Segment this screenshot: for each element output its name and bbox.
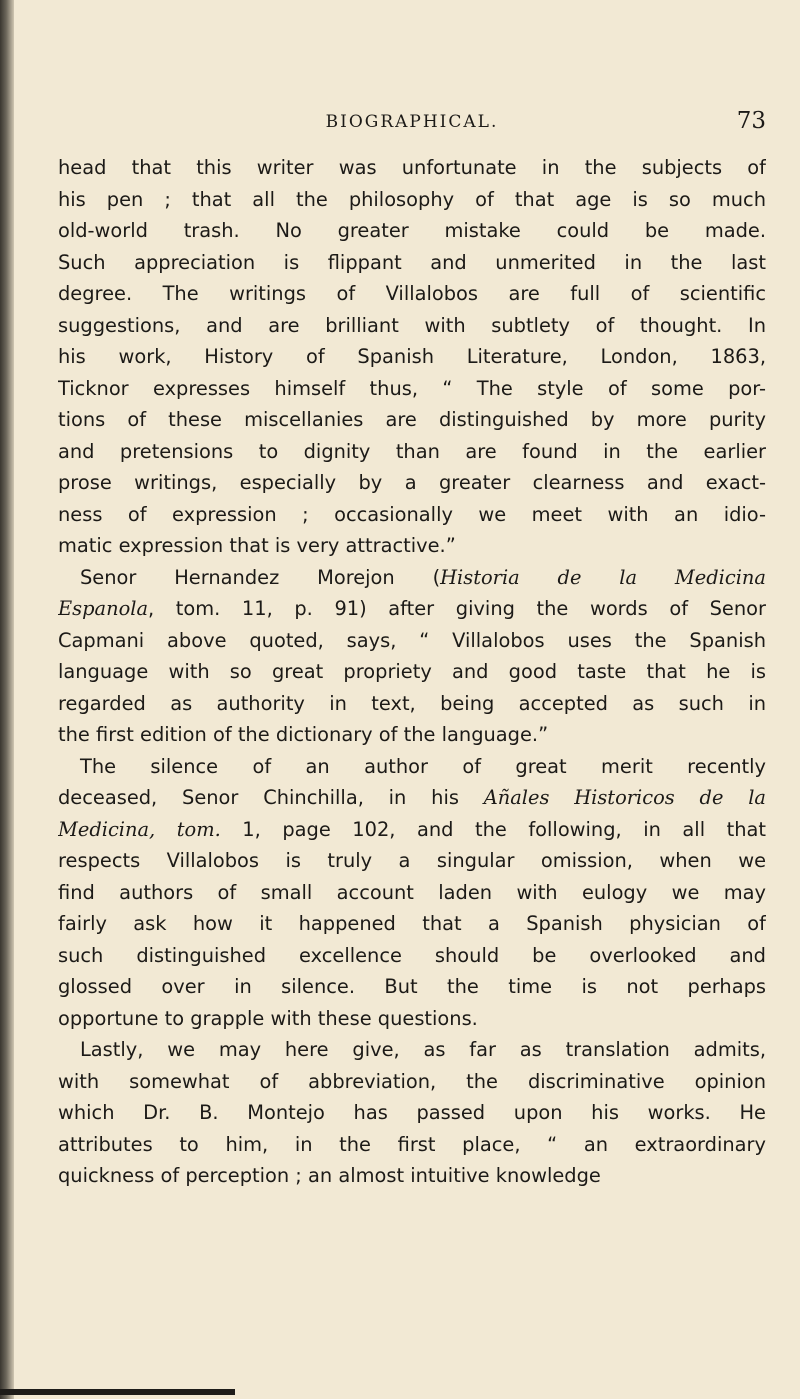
text-segment: the first edition of the dictionary of the language.” xyxy=(58,723,549,746)
text-segment: The silence of an author of great merit recently xyxy=(80,754,766,778)
text-line xyxy=(58,719,766,751)
text-segment: and pretensions to dignity than are found in the earlier xyxy=(58,439,766,463)
italic-title: Añales Historicos de la xyxy=(483,786,766,809)
text-line xyxy=(58,656,766,688)
text-line xyxy=(58,908,766,940)
text-segment: his pen ; that all the philosophy of that age is so much xyxy=(58,187,766,211)
text-line xyxy=(58,373,766,405)
text-line xyxy=(58,152,766,184)
text-segment: such distinguished excellence should be overlooked and xyxy=(58,943,766,967)
text-line xyxy=(58,1034,766,1066)
text-segment: degree. The writings of Villalobos are full of scientific xyxy=(58,282,766,305)
text-line xyxy=(58,877,766,909)
text-segment: respects Villalobos is truly a singular omission, when we xyxy=(58,849,766,872)
text-segment: quickness of perception ; an almost intuitive knowledge xyxy=(58,1164,601,1187)
text-line xyxy=(58,1066,766,1098)
text-line xyxy=(58,215,766,247)
text-line xyxy=(58,341,766,373)
page-number: 73 xyxy=(736,108,766,134)
text-line xyxy=(58,845,766,877)
text-segment: old-world trash. No greater mistake could be made. xyxy=(58,219,766,242)
text-line xyxy=(58,971,766,1003)
text-line xyxy=(58,1160,766,1192)
body-text xyxy=(58,152,766,1192)
text-segment: prose writings, especially by a greater clearness and exact- xyxy=(58,471,766,494)
text-line xyxy=(58,1129,766,1161)
text-line xyxy=(58,530,766,562)
text-segment: ness of expression ; occasionally we meet with an idio- xyxy=(58,502,766,526)
bottom-rule xyxy=(0,1389,235,1395)
text-line xyxy=(58,310,766,342)
text-segment: which Dr. B. Montejo has passed upon his works. He xyxy=(58,1101,766,1124)
text-segment: opportune to grapple with these questions. xyxy=(58,1006,478,1030)
text-segment: suggestions, and are brilliant with subtlety of thought. In xyxy=(58,313,766,337)
running-head: BIOGRAPHICAL. xyxy=(325,112,499,132)
italic-title: Historia de la Medicina xyxy=(440,565,766,589)
text-segment: Capmani above quoted, says, “ Villalobos uses the Spanish xyxy=(58,628,766,652)
text-line xyxy=(58,625,766,657)
text-segment: , tom. 11, p. 91) after giving the words of Senor xyxy=(148,597,766,620)
text-line xyxy=(58,782,766,814)
text-line xyxy=(58,436,766,468)
text-segment: his work, History of Spanish Literature, London, 1863, xyxy=(58,345,766,368)
page-binding-edge xyxy=(0,0,14,1399)
page-header xyxy=(58,108,766,142)
italic-title: Medicina, tom. xyxy=(58,817,221,841)
text-line xyxy=(58,467,766,499)
text-line xyxy=(58,499,766,531)
text-line xyxy=(58,1097,766,1129)
text-segment: Senor Hernandez Morejon ( xyxy=(80,565,441,589)
text-segment: find authors of small account laden with eulogy we may xyxy=(58,880,766,904)
text-segment: head that this writer was unfortunate in the subjects of xyxy=(58,156,766,179)
italic-title: Espanola xyxy=(58,597,149,620)
text-line xyxy=(58,247,766,279)
text-line xyxy=(58,593,766,625)
text-line xyxy=(58,562,766,594)
text-segment: Lastly, we may here give, as far as translation admits, xyxy=(80,1038,766,1061)
text-segment: Ticknor expresses himself thus, “ The style of some por- xyxy=(58,376,766,400)
text-line xyxy=(58,688,766,720)
text-line xyxy=(58,814,766,846)
text-line xyxy=(58,1003,766,1035)
text-line xyxy=(58,751,766,783)
text-segment: Such appreciation is flippant and unmerited in the last xyxy=(58,250,766,274)
text-segment: tions of these miscellanies are distinguished by more purity xyxy=(58,408,766,431)
text-line xyxy=(58,278,766,310)
text-line xyxy=(58,940,766,972)
text-line xyxy=(58,404,766,436)
text-line xyxy=(58,184,766,216)
text-segment: regarded as authority in text, being accepted as such in xyxy=(58,691,766,715)
text-segment: 1, page 102, and the following, in all that xyxy=(220,817,766,841)
text-segment: glossed over in silence. But the time is not perhaps xyxy=(58,975,766,998)
text-segment: matic expression that is very attractive.” xyxy=(58,534,456,557)
text-segment: with somewhat of abbreviation, the discriminative opinion xyxy=(58,1069,766,1093)
text-segment: language with so great propriety and good taste that he is xyxy=(58,660,766,683)
text-segment: attributes to him, in the first place, “ an extraordinary xyxy=(58,1132,766,1156)
text-segment: fairly ask how it happened that a Spanish physician of xyxy=(58,912,766,935)
text-segment: deceased, Senor Chinchilla, in his xyxy=(58,786,484,809)
